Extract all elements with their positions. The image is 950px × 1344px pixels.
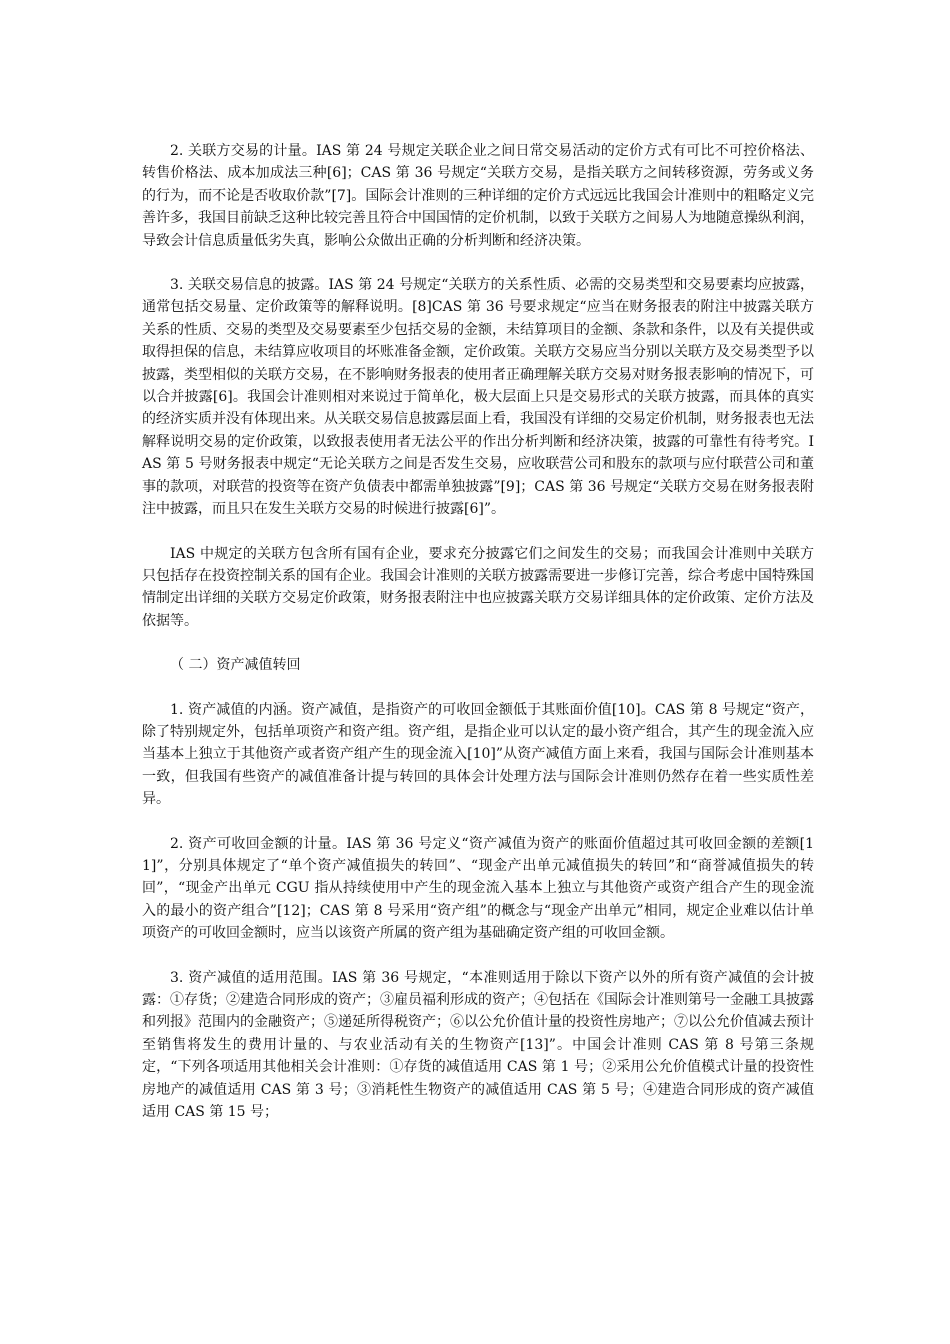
section-heading-asset-impairment: （ 二）资产减值转回 [170, 657, 301, 674]
paragraph-related-party-measurement: 2. 关联方交易的计量。IAS 第 24 号规定关联企业之间日常交易活动的定价方式有可比不可控价格法、转售价格法、成本加成法三种[6]；CAS 第 36 号规定“关联方交易，是指关联方之间转移资源，劳务或义务的行为，而不论是否收取价款”[7]。国际会计准则的三种详细的定价方式远远比我国会计准则中的粗略定义完善许多，我国目前缺乏这种比较完善且符合中国国情的定价机制，以致于关联方之间易人为地随意操纵利润，导致会计信息质量低劣失真，影响公众做出正确的分析判断和经济决策。 [142, 143, 814, 249]
paragraph-impairment-definition: 1. 资产减值的内涵。资产减值，是指资产的可收回金额低于其账面价值[10]。CAS 第 8 号规定“资产，除了特别规定外，包括单项资产和资产组。资产组，是指企业可以认定的最小资产组合，其产生的现金流入应当基本上独立于其他资产或者资产组产生的现金流入[10]”从资产减值方面上来看，我国与国际会计准则基本一致，但我国有些资产的减值准备计提与转回的具体会计处理方法与国际会计准则仍然存在着一些实质性差异。 [142, 701, 814, 808]
paragraph-impairment-scope: 3. 资产减值的适用范围。IAS 第 36 号规定，“本准则适用于除以下资产以外的所有资产减值的会计披露：①存货；②建造合同形成的资产；③雇员福利形成的资产；④包括在《国际会计准则第号一金融工具披露和列报》范围内的金融资产；⑤递延所得税资产；⑥以公允价值计量的投资性房地产；⑦以公允价值减去预计至销售将发生的费用计量的、与农业活动有关的生物资产[13]”。中国会计准则 CAS 第 8 号第三条规定，“下列各项适用其他相关会计准则：①存货的减值适用 CAS 第 1 号；②采用公允价值模式计量的投资性房地产的减值适用 CAS 第 3 号；③消耗性生物资产的减值适用 CAS 第 5 号；④建造合同形成的资产减值适用 CAS 第 15 号； [142, 969, 814, 1121]
paragraph-recoverable-amount: 2. 资产可收回金额的计量。IAS 第 36 号定义“资产减值为资产的账面价值超过其可收回金额的差额[11]”，分别具体规定了“单个资产减值损失的转回”、“现金产出单元减值损失的转回”和“商誉减值损失的转回”，“现金产出单元 CGU 指从持续使用中产生的现金流入基本上独立与其他资产或资产组合产生的现金流入的最小的资产组合”[12]；CAS 第 8 号采用“资产组”的概念与“现金产出单元”相同，规定企业难以估计单项资产的可收回金额时，应当以该资产所属的资产组为基础确定资产组的可收回金额。 [142, 835, 814, 942]
document-page [142, 140, 814, 1145]
paragraph-ias-state-enterprises: IAS 中规定的关联方包含所有国有企业，要求充分披露它们之间发生的交易；而我国会计准则中关联方只包括存在投资控制关系的国有企业。我国会计准则的关联方披露需要进一步修订完善，综合考虑中国特殊国情制定出详细的关联方交易定价政策，财务报表附注中也应披露关联方交易详细具体的定价政策、定价方法及依据等。 [142, 545, 814, 629]
paragraph-related-party-disclosure: 3. 关联交易信息的披露。IAS 第 24 号规定“关联方的关系性质、必需的交易类型和交易要素均应披露，通常包括交易量、定价政策等的解释说明。[8]CAS 第 36 号要求规定“应当在财务报表的附注中披露关联方关系的性质、交易的类型及交易要素至少包括交易的金额，未结算项目的金额、条款和条件，以及有关提供或取得担保的信息，未结算应收项目的坏账准备金额，定价政策。关联方交易应当分别以关联方及交易类型予以披露，类型相似的关联方交易，在不影响财务报表的使用者正确理解关联方交易对财务报表影响的情况下，可以合并披露[6]。我国会计准则相对来说过于简单化，极大层面上只是交易形式的关联方披露，而具体的真实的经济实质并没有体现出来。从关联交易信息披露层面上看，我国没有详细的交易定价机制，财务报表也无法解释说明交易的定价政策，以致报表使用者无法公平的作出分析判断和经济决策，披露的可靠性有待考究。IAS 第 5 号财务报表中规定“无论关联方之间是否发生交易，应收联营公司和股东的款项与应付联营公司和董事的款项，对联营的投资等在资产负债表中都需单独披露”[9]；CAS 第 36 号规定“关联方交易在财务报表附注中披露，而且只在发生关联方交易的时候进行披露[6]”。 [142, 277, 814, 518]
